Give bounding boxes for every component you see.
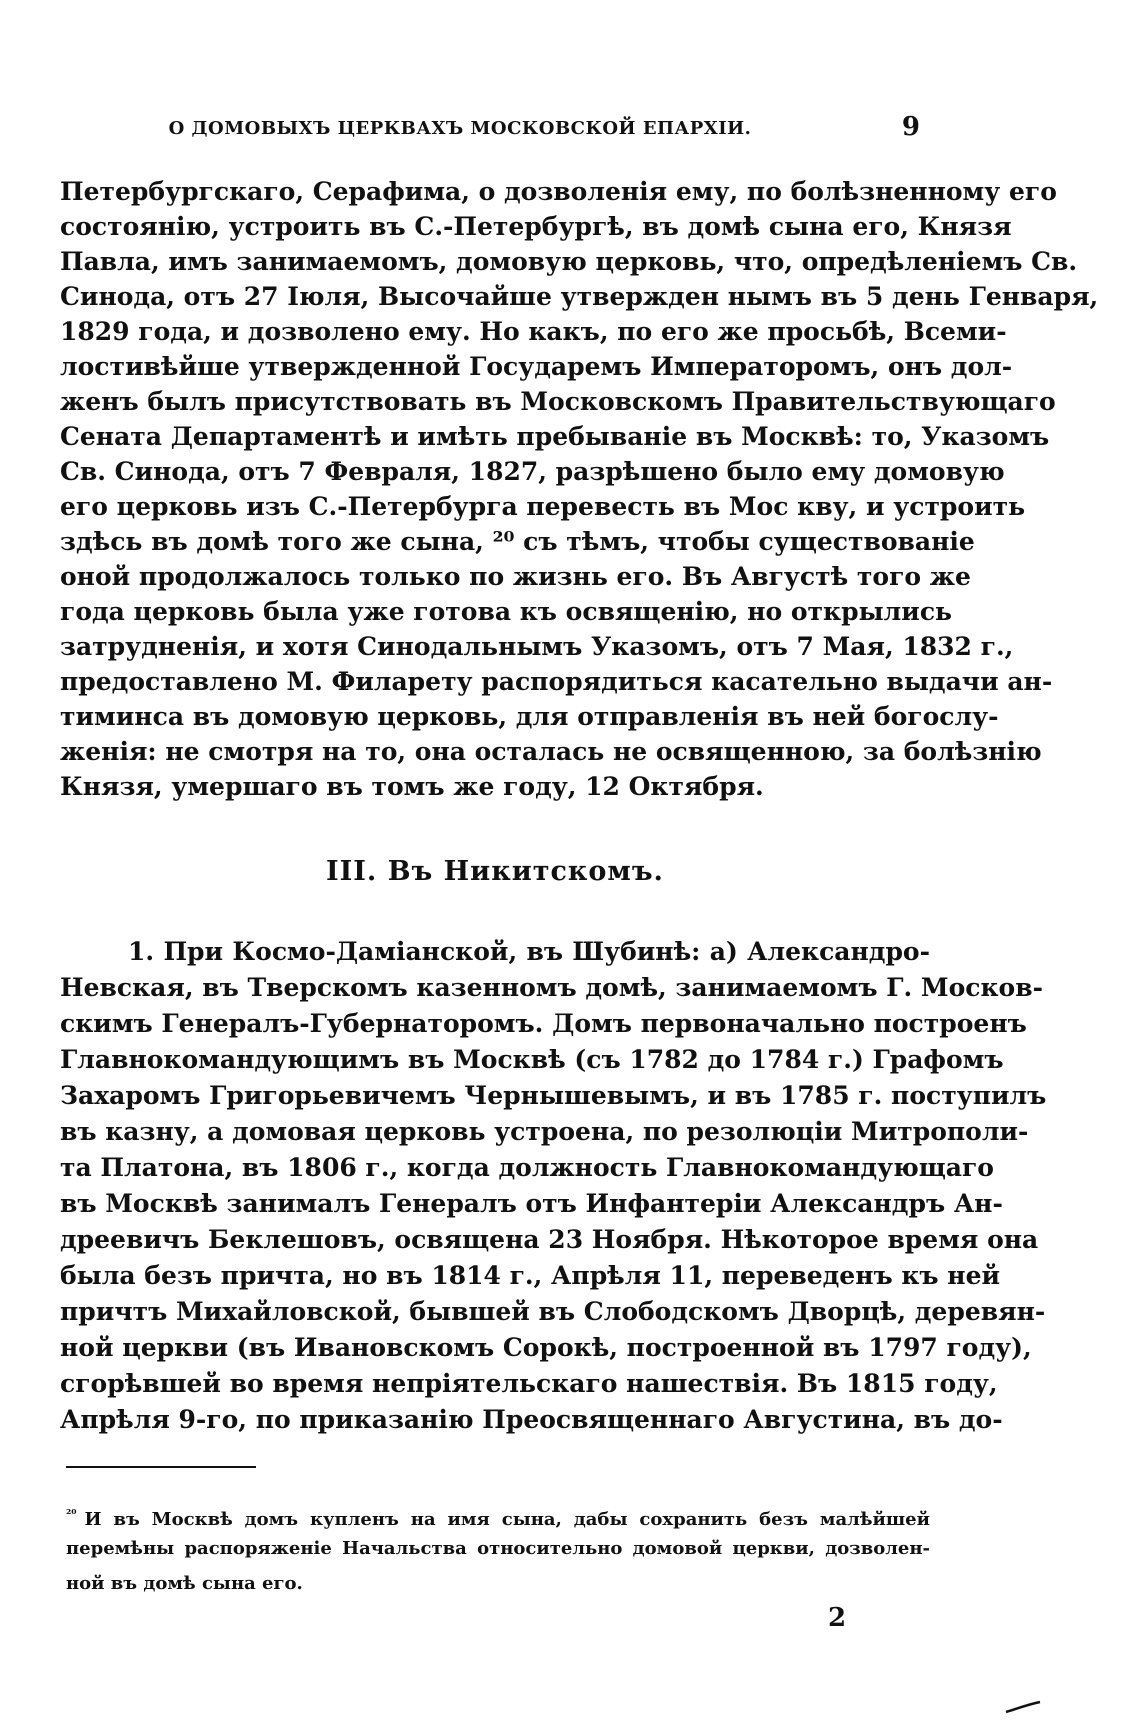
footnote-line: ной въ домѣ сына его. [66,1573,303,1594]
text-line: его церковь изъ С.-Петербурга перевесть въ Мос кву, и устроить [60,492,1026,521]
signature-mark: 2 [828,1603,847,1633]
footnote-line: перемѣны распоряженіе Начальства относительно домовой церкви, дозволен- [66,1538,930,1559]
footnote-text: И въ Москвѣ домъ купленъ на имя сына, дабы сохранить безъ малѣйшей [84,1509,930,1530]
text-line: Апрѣля 9-го, по приказанію Преосвященнаго Августина, въ до- [60,1405,1003,1434]
text-line: 1829 года, и дозволено ему. Но какъ, по его же просьбѣ, Всеми- [60,317,1007,346]
pen-stroke-mark [1004,1700,1042,1714]
text-line: Главнокомандующимъ въ Москвѣ (съ 1782 до 1784 г.) Графомъ [60,1045,1004,1074]
section-heading: III. Въ Никитскомъ. [326,856,664,887]
text-line: состоянію, устроить въ С.-Петербургѣ, въ домѣ сына его, Князя [60,212,1012,241]
text-line: Синода, отъ 27 Іюля, Высочайше утвержден нымъ въ 5 день Генваря, [60,282,1099,311]
text-line: скимъ Генералъ-Губернаторомъ. Домъ первоначально построенъ [60,1009,1027,1038]
footnote-line [66,1500,930,1535]
text-line: Петербургскаго, Серафима, о дозволенія ему, по болѣзненному его [60,177,1057,206]
text-line: причтъ Михайловской, бывшей въ Слободскомъ Дворцѣ, деревян- [60,1297,1046,1326]
paragraph-1 [60,174,1099,804]
text-line: 1. При Космо-Даміанской, въ Шубинѣ: а) Александро- [128,937,930,966]
text-line: Князя, умершаго въ томъ же году, 12 Октября. [60,772,764,801]
text-line: тиминса въ домовую церковь, для отправленія въ ней богослу- [60,702,999,731]
paragraph-2 [60,934,1047,1438]
text-line: женъ былъ присутствовать въ Московскомъ Правительствующаго [60,387,1056,416]
text-line: сгорѣвшей во время непріятельскаго нашествія. Въ 1815 году, [60,1369,998,1398]
footnote-marker: ²⁰ [66,1507,77,1521]
running-title: О ДОМОВЫХЪ ЦЕРКВАХЪ МОСКОВСКОЙ ЕПАРХІИ. [168,118,752,139]
text-line: Павла, имъ занимаемомъ, домовую церковь, что, опредѣленіемъ Св. [60,247,1078,276]
text-line: въ Москвѣ занималъ Генералъ отъ Инфантеріи Александръ Ан- [60,1189,1003,1218]
text-line: предоставлено М. Филарету распорядиться касательно выдачи ан- [60,667,1053,696]
text-line: затрудненія, и хотя Синодальнымъ Указомъ, отъ 7 Мая, 1832 г., [60,632,1014,661]
text-line: та Платона, въ 1806 г., когда должность Главнокомандующаго [60,1153,994,1182]
footnote [66,1500,930,1605]
text-line: дреевичъ Беклешовъ, освящена 23 Ноября. Нѣкоторое время она [60,1225,1039,1254]
text-line: здѣсь въ домѣ того же сына, ²⁰ съ тѣмъ, чтобы существованіе [60,527,975,556]
text-line: года церковь была уже готова къ освященію, но открылись [60,597,953,626]
text-line: Захаромъ Григорьевичемъ Чернышевымъ, и въ 1785 г. поступилъ [60,1081,1047,1110]
text-line: въ казну, а домовая церковь устроена, по резолюціи Митрополи- [60,1117,1029,1146]
text-line: Сената Департаментѣ и имѣть пребываніе въ Москвѣ: то, Указомъ [60,422,1050,451]
text-line: ной церкви (въ Ивановскомъ Сорокѣ, построенной въ 1797 году), [60,1333,1032,1362]
text-line: женія: не смотря на то, она осталась не освященною, за болѣзнію [60,737,1042,766]
footnote-divider [66,1466,256,1468]
page-number: 9 [901,112,920,142]
text-line: лостивѣйше утвержденной Государемъ Императоромъ, онъ дол- [60,352,1013,381]
text-line: была безъ причта, но въ 1814 г., Апрѣля 11, переведенъ къ ней [60,1261,1001,1290]
text-line: Невская, въ Тверскомъ казенномъ домѣ, занимаемомъ Г. Москов- [60,973,1043,1002]
text-line: оной продолжалось только по жизнь его. Въ Августѣ того же [60,562,971,591]
text-line: Св. Синода, отъ 7 Февраля, 1827, разрѣшено было ему домовую [60,457,1005,486]
